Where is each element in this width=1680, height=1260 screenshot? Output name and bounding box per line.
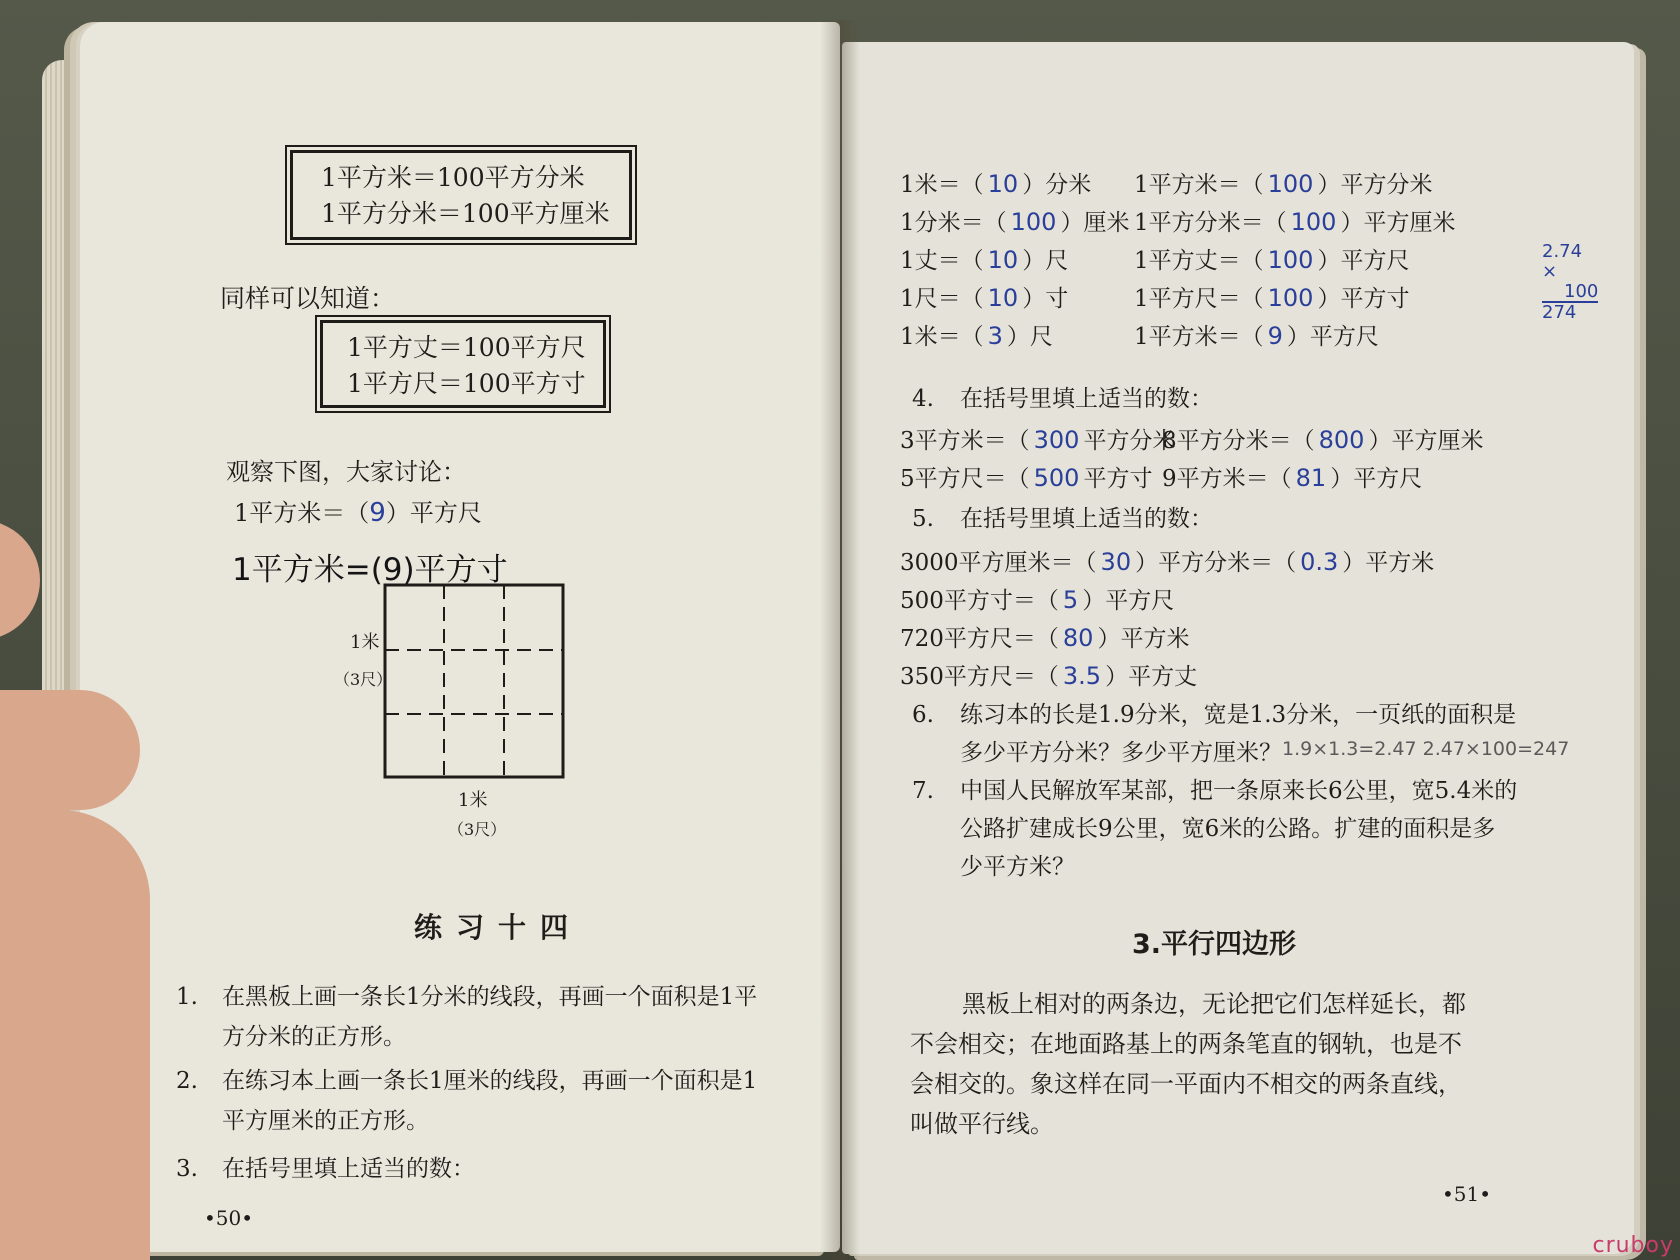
conv-a-answer: 3 [987,322,1003,350]
conv-b-prefix: 1平方米＝（ [1134,324,1264,350]
q5-answer: 3.5 [1062,662,1102,690]
item-3-line-1: 在括号里填上适当的数： [222,1156,475,1182]
margin-calc-2: × [1542,260,1558,282]
question-prefix: 1平方米＝（ [234,499,370,527]
same-as-text: 同样可以知道： [220,284,396,313]
text-row [900,210,1129,235]
conv-a-answer: 100 [1010,208,1057,236]
conv-b-suffix: ）平方尺 [1317,248,1410,274]
q4-b-answer: 81 [1295,464,1327,492]
conv-b-answer: 9 [1267,322,1283,350]
text-row [1162,466,1422,491]
text-row [1134,248,1409,273]
holding-finger-1 [0,690,140,810]
right-page [842,42,1634,1254]
text-row [1134,210,1455,235]
conv-a-suffix: ）厘米 [1060,210,1130,236]
q4-a-answer: 300 [1033,426,1080,454]
conv-a-prefix: 1丈＝（ [900,248,984,274]
conv-b-answer: 100 [1267,284,1314,312]
q5-num: 5. [912,506,934,532]
text-row [900,172,1091,197]
text-row [900,324,1053,349]
box2-line-1: 1平方丈＝100平方尺 [347,333,586,362]
item-2-line-2: 平方厘米的正方形。 [222,1108,429,1134]
text-row [1162,428,1483,453]
conv-a-prefix: 1分米＝（ [900,210,1007,236]
q5-answer: 80 [1062,624,1094,652]
text-row [900,428,1175,453]
question-line [234,500,482,526]
q5-prefix: 720平方尺＝（ [900,626,1059,652]
paragraph-line-1: 黑板上相对的两条边，无论把它们怎样延长，都 [962,990,1466,1018]
q4-a-prefix: 3平方米＝（ [900,428,1030,454]
text-row [900,248,1068,273]
q6-line-1: 练习本的长是1.9分米，宽是1.3分米，一页纸的面积是 [960,702,1517,728]
conv-b-suffix: ）平方寸 [1317,286,1410,312]
text-row [1134,172,1432,197]
conv-a-answer: 10 [987,284,1019,312]
watermark: cruboy [1592,1233,1674,1258]
text-row [1134,286,1409,311]
conv-a-answer: 10 [987,246,1019,274]
q4-num: 4. [912,386,934,412]
q6-line-2: 多少平方分米？多少平方厘米？ [960,740,1282,766]
box1-line-2: 1平方分米＝100平方厘米 [321,199,610,228]
paragraph-line-4: 叫做平行线。 [910,1110,1054,1138]
q4-b-prefix: 8平方分米＝（ [1162,428,1315,454]
book-gutter [820,20,860,1260]
conv-a-prefix: 1尺＝（ [900,286,984,312]
exercise-title: 练习十四 [414,911,583,944]
conv-a-suffix: ）尺 [1006,324,1053,350]
figure-side-sub: （3尺） [334,670,393,689]
observe-text: 观察下图，大家讨论： [226,458,466,486]
square-grid-figure [380,580,570,782]
item-2-num: 2. [176,1068,198,1094]
q5-suffix: ）平方尺 [1082,588,1175,614]
conv-b-prefix: 1平方丈＝（ [1134,248,1264,274]
conv-b-suffix: ）平方厘米 [1340,210,1456,236]
item-1-line-2: 方分米的正方形。 [222,1024,406,1050]
q4-a-suffix: 平方分米 [1083,428,1176,454]
q6-num: 6. [912,702,934,728]
left-page-number: •50• [204,1206,254,1230]
conv-b-prefix: 1平方分米＝（ [1134,210,1287,236]
item-3-num: 3. [176,1156,198,1182]
margin-calc-4: 274 [1542,301,1598,323]
conv-a-prefix: 1米＝（ [900,324,984,350]
q5-mid: ）平方分米＝（ [1135,550,1297,576]
margin-calc-3: 100 [1564,280,1599,302]
definition-box-1 [290,150,632,240]
handwritten-note: 1平方米=(9)平方寸 [232,552,508,588]
right-page-number: •51• [1442,1182,1492,1206]
q5-prefix: 3000平方厘米＝（ [900,550,1097,576]
holding-finger-2 [0,810,150,1260]
text-row [900,286,1068,311]
conv-a-suffix: ）尺 [1022,248,1069,274]
q4-b-prefix: 9平方米＝（ [1162,466,1292,492]
q5-answer: 30 [1100,548,1132,576]
conv-b-prefix: 1平方米＝（ [1134,172,1264,198]
q4-a-prefix: 5平方尺＝（ [900,466,1030,492]
definition-box-2 [320,320,606,408]
conv-b-answer: 100 [1267,170,1314,198]
margin-calculation [1542,242,1598,323]
q5-prefix: 500平方寸＝（ [900,588,1059,614]
conv-a-answer: 10 [987,170,1019,198]
q5-suffix: ）平方米 [1097,626,1190,652]
text-row [900,588,1174,613]
q7-num: 7. [912,778,934,804]
conv-b-answer: 100 [1290,208,1337,236]
section-title: 3.平行四边形 [1132,929,1297,960]
question-answer: 9 [369,498,386,528]
item-1-num: 1. [176,984,198,1010]
q6-hand-calc: 1.9×1.3=2.47 2.47×100=247 [1282,738,1570,760]
grid-outer-square [385,585,563,777]
q5-prefix: 350平方尺＝（ [900,664,1059,690]
conv-b-answer: 100 [1267,246,1314,274]
q5-suffix: ）平方米 [1342,550,1435,576]
text-row [900,466,1152,491]
text-row [900,664,1197,689]
left-page [80,22,840,1252]
q5-answer: 5 [1062,586,1079,614]
figure-side-label: 1米 [350,632,380,653]
margin-calc-1: 2.74 [1542,241,1583,262]
text-row [1134,324,1379,349]
box1-line-1: 1平方米＝100平方分米 [321,163,585,192]
question-suffix: ）平方尺 [385,499,482,527]
conv-b-prefix: 1平方尺＝（ [1134,286,1264,312]
q4-a-suffix: 平方寸 [1083,466,1153,492]
item-2-line-1: 在练习本上画一条长1厘米的线段，再画一个面积是1 [222,1068,758,1094]
q7-line-2: 公路扩建成长9公里，宽6米的公路。扩建的面积是多 [960,816,1496,842]
q4-b-answer: 800 [1318,426,1365,454]
q5-suffix: ）平方丈 [1105,664,1198,690]
conv-b-suffix: ）平方分米 [1317,172,1433,198]
q4-prompt: 在括号里填上适当的数： [960,386,1213,412]
text-row [900,550,1434,575]
conv-a-prefix: 1米＝（ [900,172,984,198]
text-row [900,626,1189,651]
conv-a-suffix: ）分米 [1022,172,1092,198]
q4-b-suffix: ）平方尺 [1330,466,1423,492]
q4-a-answer: 500 [1033,464,1080,492]
paragraph-line-3: 会相交的。象这样在同一平面内不相交的两条直线， [910,1070,1462,1098]
figure-bottom-label: 1米 [458,790,488,811]
paragraph-line-2: 不会相交；在地面路基上的两条笔直的钢轨，也是不 [910,1030,1462,1058]
figure-bottom-sub: （3尺） [448,820,507,839]
conv-a-suffix: ）寸 [1022,286,1069,312]
conv-b-suffix: ）平方尺 [1286,324,1379,350]
q7-line-3: 少平方米？ [960,854,1075,880]
item-1-line-1: 在黑板上画一条长1分米的线段，再画一个面积是1平 [222,984,758,1010]
q7-line-1: 中国人民解放军某部，把一条原来长6公里，宽5.4米的 [960,778,1518,804]
q5-prompt: 在括号里填上适当的数： [960,506,1213,532]
q5-answer-2: 0.3 [1300,548,1339,576]
box2-line-2: 1平方尺＝100平方寸 [347,369,586,398]
q4-b-suffix: ）平方厘米 [1368,428,1484,454]
